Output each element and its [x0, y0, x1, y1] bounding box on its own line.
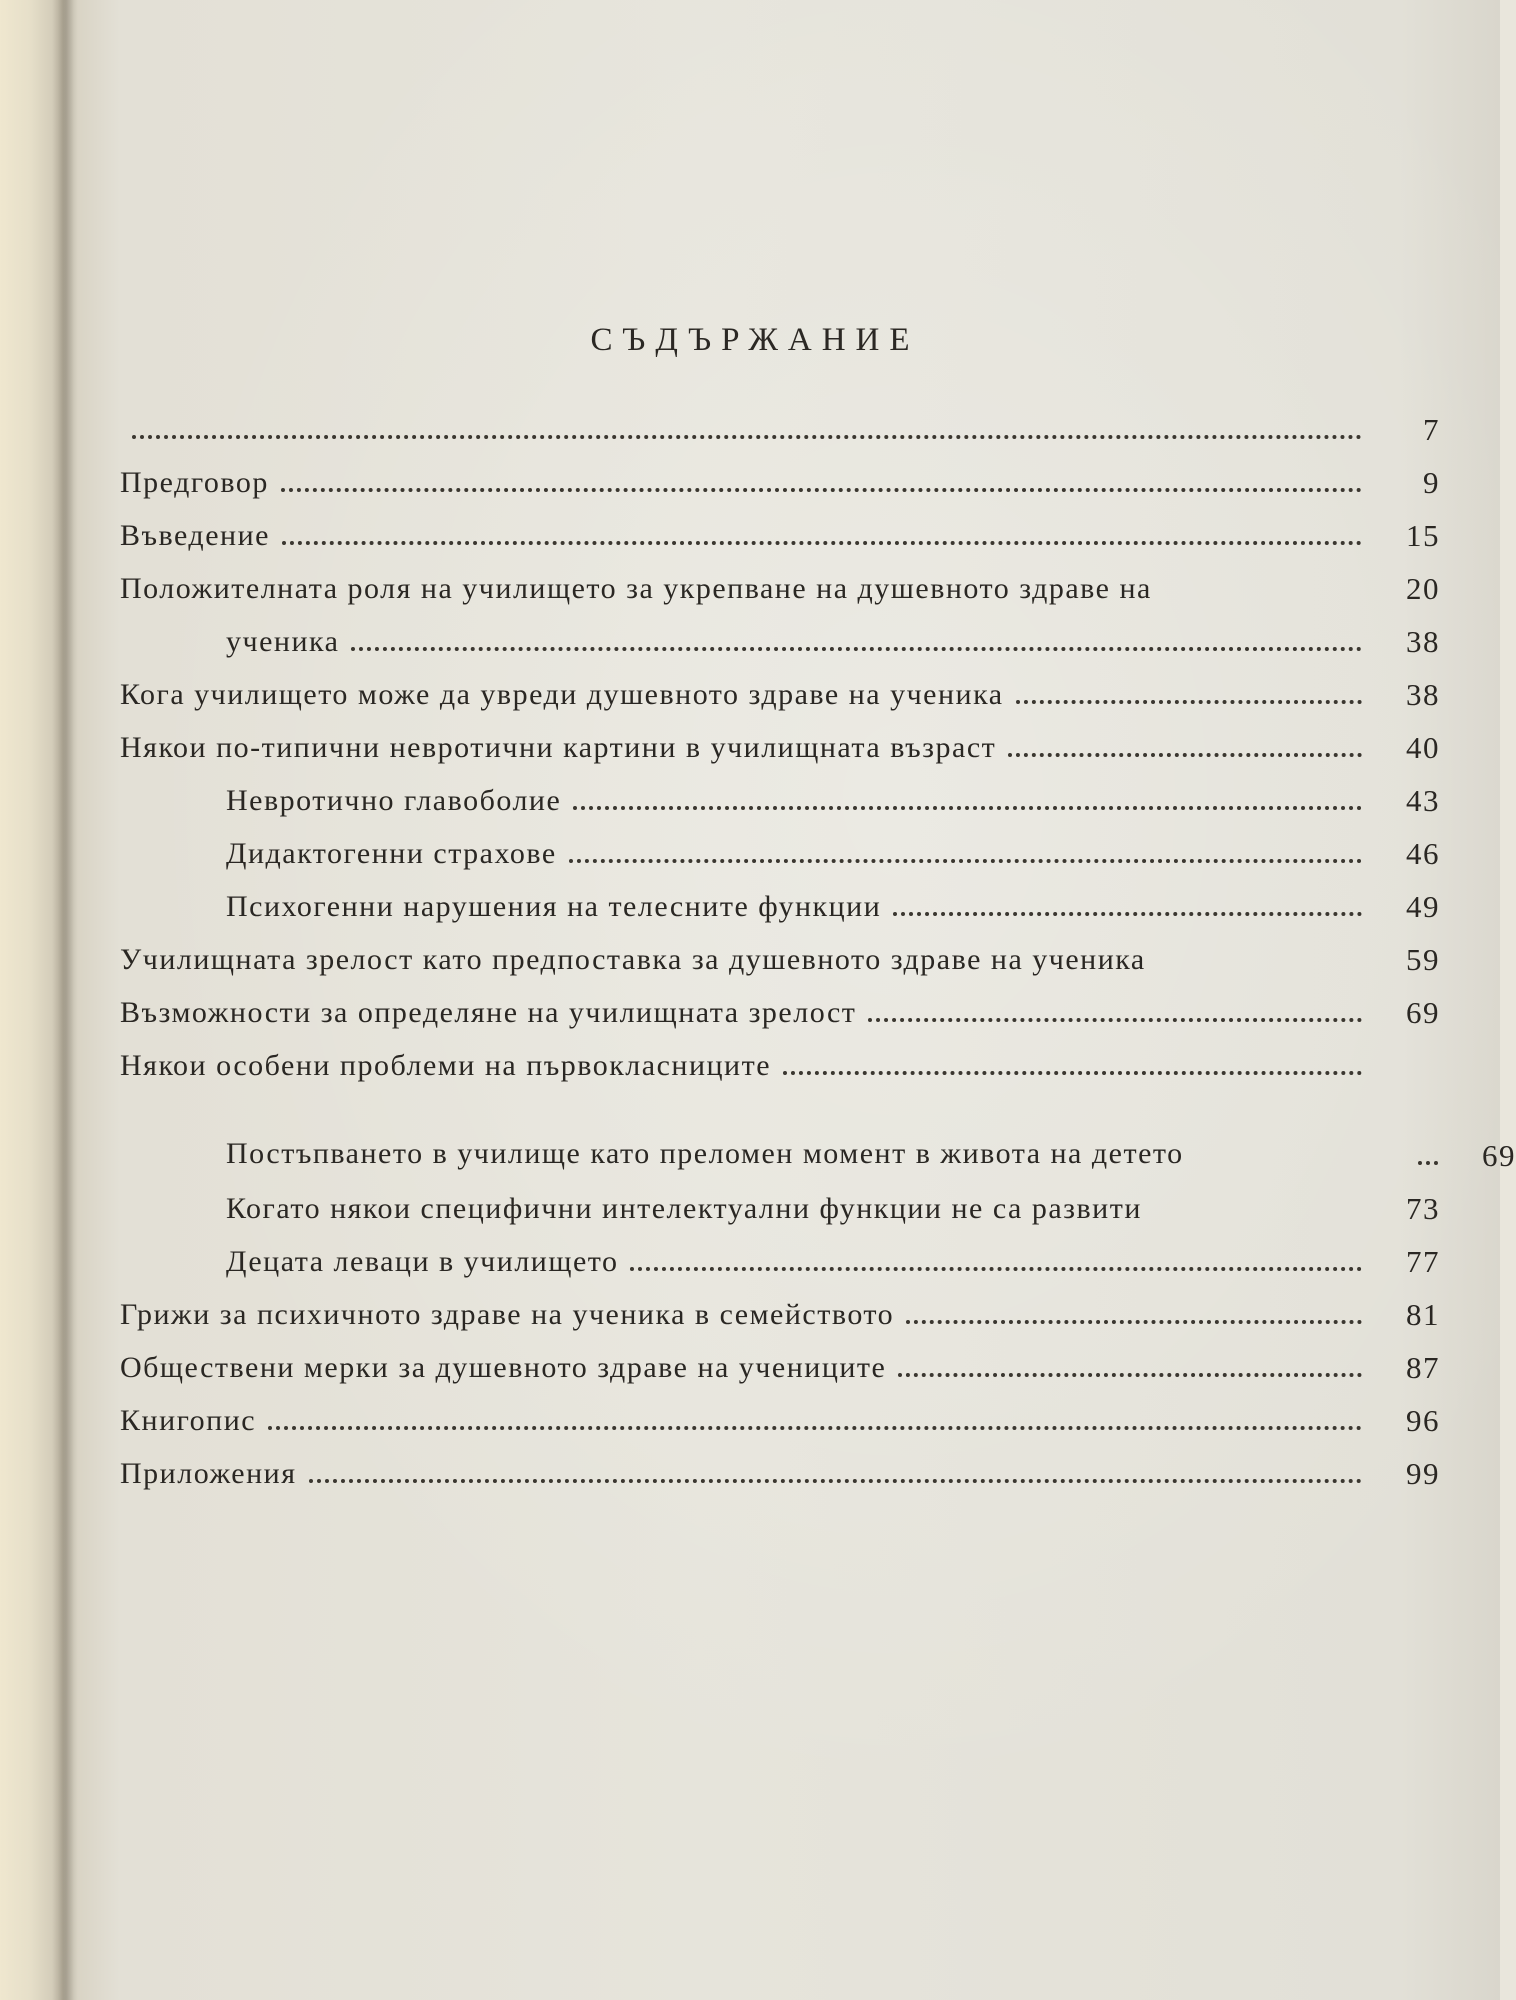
toc-entry-label: ученика [226, 625, 340, 658]
leader-dots [268, 1426, 1362, 1430]
leader-dots [569, 859, 1362, 863]
toc-entry [120, 1439, 1440, 1492]
toc-page-number: 99 [1406, 1456, 1440, 1491]
toc-page-number: 81 [1406, 1297, 1440, 1332]
toc-page-number: 73 [1406, 1191, 1440, 1226]
leader-dots [309, 1479, 1363, 1483]
toc-entry [120, 978, 1440, 1031]
leader-dots [893, 912, 1362, 916]
toc-entry-label: Невротично главоболие [226, 784, 562, 817]
leader-dots [573, 806, 1362, 810]
toc-entry-label: Предговор [120, 466, 269, 499]
leader-dots [281, 488, 1362, 492]
toc-page-number: 69 [1406, 995, 1440, 1030]
toc-page-number: 69 [1482, 1138, 1516, 1173]
toc-entry [120, 660, 1440, 713]
toc-page-number: 20 [1406, 571, 1440, 606]
toc-page-number: 87 [1406, 1350, 1440, 1385]
toc-page-number: 9 [1423, 465, 1440, 500]
toc-page-number: 38 [1406, 677, 1440, 712]
toc-entry-label: Когато някои специфични интелектуални функции не са развити [226, 1192, 1142, 1225]
toc-entry [120, 766, 1440, 819]
toc-entry [120, 1031, 1440, 1084]
toc-entry [120, 713, 1440, 766]
toc-entry [120, 872, 1440, 925]
toc-entry [120, 1280, 1440, 1333]
toc-entry-label: Някои особени проблеми на първокласниците [120, 1049, 772, 1082]
toc-page-number: 15 [1406, 518, 1440, 553]
toc-entry-label: Дидактогенни страхове [226, 837, 557, 870]
toc-entry [120, 395, 1440, 448]
page-title: СЪДЪРЖАНИЕ [590, 322, 920, 358]
toc-entry-label: Приложения [120, 1457, 297, 1490]
toc-entry [120, 1227, 1440, 1280]
toc-entry-label: Някои по-типични невротични картини в училищната възраст [120, 731, 997, 764]
page-gutter-shadow [52, 0, 74, 2000]
toc-entry [120, 1174, 1440, 1227]
leader-dots [783, 1071, 1362, 1075]
toc-entry-label: Децата леваци в училището [226, 1245, 619, 1278]
toc-entry-label: Постъпването в училище като преломен момент в живота на детето [226, 1137, 1184, 1170]
toc-entry [120, 448, 1440, 501]
toc-page-number: 59 [1406, 942, 1440, 977]
toc-entry [120, 1386, 1440, 1439]
toc-entry-label: Възможности за определяне на училищната зрелост [120, 996, 857, 1029]
toc-entry [120, 501, 1440, 554]
toc-entry [120, 554, 1440, 607]
toc-page-number: 49 [1406, 889, 1440, 924]
leader-dots [898, 1373, 1362, 1377]
leader-dots [132, 435, 1362, 439]
toc-entry-label: Училищната зрелост като предпоставка за душевното здраве на ученика [120, 943, 1146, 976]
leader-dots [1418, 1161, 1438, 1165]
toc-entry [120, 1084, 1516, 1174]
leader-dots [906, 1320, 1362, 1324]
toc-page-number: 46 [1406, 836, 1440, 871]
toc-page-number: 43 [1406, 783, 1440, 818]
toc-entry-label: Психогенни нарушения на телесните функции [226, 890, 882, 923]
leader-dots [630, 1267, 1362, 1271]
table-of-contents [120, 395, 1516, 1492]
toc-entry-label: Книгопис [120, 1404, 257, 1437]
toc-page-number: 96 [1406, 1403, 1440, 1438]
toc-entry-label: Грижи за психичното здраве на ученика в семейството [120, 1298, 895, 1331]
leader-dots [1016, 700, 1362, 704]
leader-dots [282, 541, 1362, 545]
leader-dots [351, 647, 1362, 651]
toc-page-number: 38 [1406, 624, 1440, 659]
toc-entry-label: Обществени мерки за душевното здраве на учениците [120, 1351, 887, 1384]
leader-dots [868, 1018, 1362, 1022]
toc-page-number: 77 [1406, 1244, 1440, 1279]
toc-entry [120, 607, 1440, 660]
toc-entry [120, 819, 1440, 872]
toc-entry-label: Въведение [120, 519, 270, 552]
toc-entry [120, 1333, 1440, 1386]
toc-entry-label: Положителната роля на училището за укрепване на душевното здраве на [120, 572, 1152, 605]
toc-page-number: 40 [1406, 730, 1440, 765]
toc-entry-label: Кога училището може да увреди душевното здраве на ученика [120, 678, 1004, 711]
toc-entry [120, 925, 1440, 978]
toc-page-number: 7 [1423, 412, 1440, 447]
leader-dots [1008, 753, 1362, 757]
